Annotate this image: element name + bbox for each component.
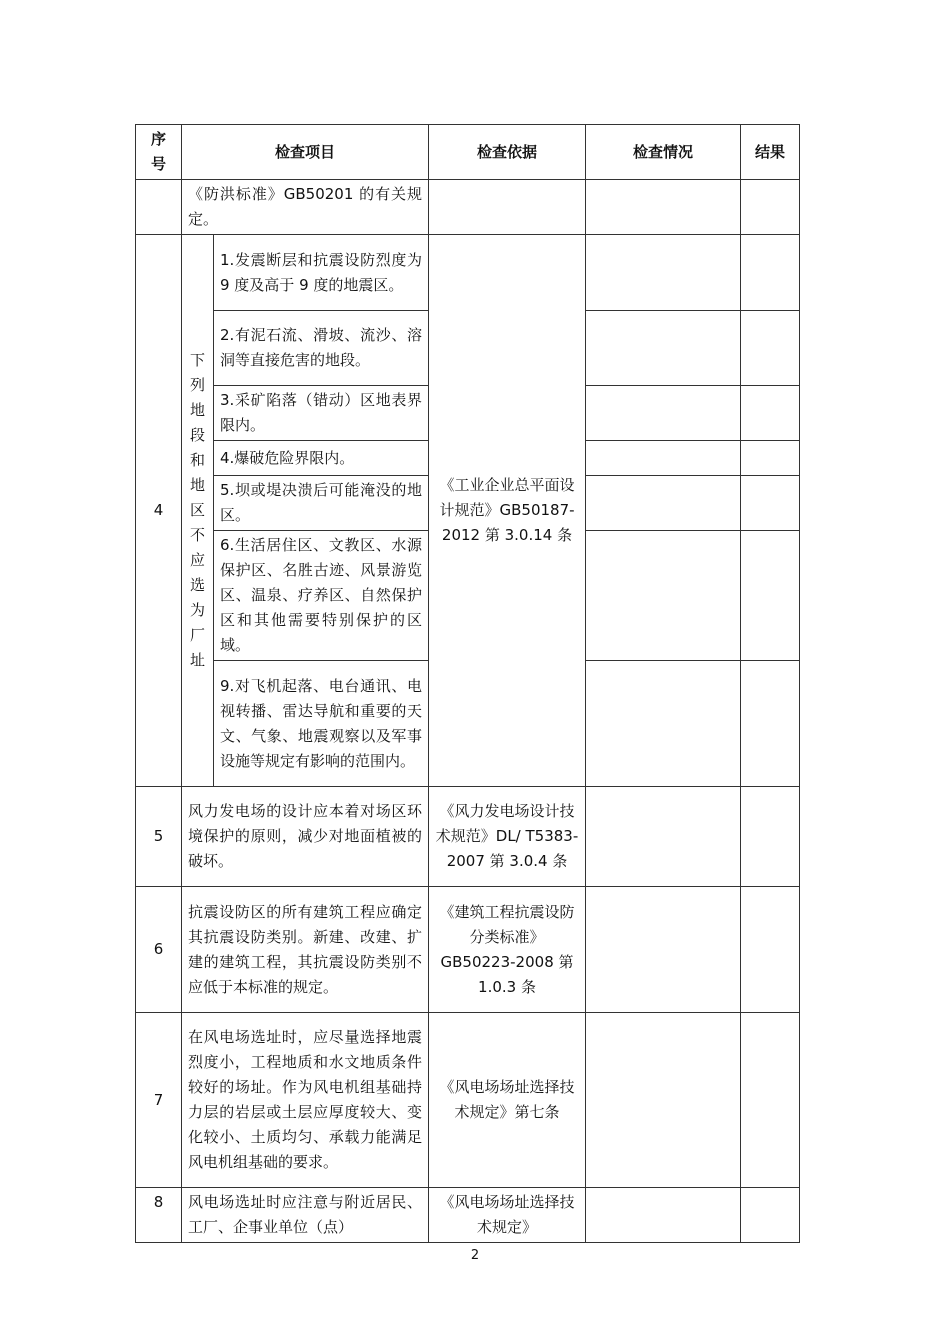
status-cell: [586, 235, 741, 311]
basis-cell: 《风力发电场设计技术规范》DL/ T5383-2007 第 3.0.4 条: [429, 787, 586, 887]
item-cell: 抗震设防区的所有建筑工程应确定其抗震设防类别。新建、改建、扩建的建筑工程，其抗震设防类别不应低于本标准的规定。: [182, 887, 429, 1013]
status-cell: [586, 661, 741, 787]
status-cell: [586, 386, 741, 441]
result-cell: [741, 180, 800, 235]
seq-cell: 4: [136, 235, 182, 787]
item-cell: 风电场选址时应注意与附近居民、工厂、企事业单位（点）: [182, 1188, 429, 1243]
result-cell: [741, 311, 800, 386]
header-row: [136, 125, 800, 180]
table-row: [136, 180, 800, 235]
status-cell: [586, 441, 741, 476]
sub-item-cell: 4.爆破危险界限内。: [214, 441, 429, 476]
group-cell: 下列地段和地区不应选为厂址: [182, 235, 214, 787]
page-number: 2: [470, 1248, 480, 1263]
seq-cell: 6: [136, 887, 182, 1013]
sub-item-cell: 9.对飞机起落、电台通讯、电视转播、雷达导航和重要的天文、气象、地震观察以及军事设施等规定有影响的范围内。: [214, 661, 429, 787]
sub-item-cell: 5.坝或堤决溃后可能淹没的地区。: [214, 476, 429, 531]
item-cell: 风力发电场的设计应本着对场区环境保护的原则，减少对地面植被的破坏。: [182, 787, 429, 887]
result-cell: [741, 887, 800, 1013]
seq-cell: [136, 180, 182, 235]
sub-item-cell: 1.发震断层和抗震设防烈度为 9 度及高于 9 度的地震区。: [214, 235, 429, 311]
status-cell: [586, 787, 741, 887]
inspection-table: [135, 124, 800, 1243]
header-basis: 检查依据: [429, 125, 586, 180]
basis-cell: [429, 180, 586, 235]
sub-item-cell: 6.生活居住区、文教区、水源保护区、名胜古迹、风景游览区、温泉、疗养区、自然保护区和其他需要特别保护的区域。: [214, 531, 429, 661]
status-cell: [586, 531, 741, 661]
result-cell: [741, 787, 800, 887]
status-cell: [586, 476, 741, 531]
header-status: 检查情况: [586, 125, 741, 180]
sub-item-cell: 3.采矿陷落（错动）区地表界限内。: [214, 386, 429, 441]
result-cell: [741, 1188, 800, 1243]
header-result: 结果: [741, 125, 800, 180]
header-seq: 序号: [136, 125, 182, 180]
table-row: [136, 1013, 800, 1188]
result-cell: [741, 661, 800, 787]
result-cell: [741, 476, 800, 531]
item-cell: 《防洪标准》GB50201 的有关规定。: [182, 180, 429, 235]
result-cell: [741, 531, 800, 661]
seq-cell: 7: [136, 1013, 182, 1188]
status-cell: [586, 1013, 741, 1188]
table-row: [136, 887, 800, 1013]
result-cell: [741, 235, 800, 311]
table-row: [136, 787, 800, 887]
seq-cell: 5: [136, 787, 182, 887]
table-row: [136, 235, 800, 311]
basis-cell: 《建筑工程抗震设防分类标准》GB50223-2008 第 1.0.3 条: [429, 887, 586, 1013]
status-cell: [586, 311, 741, 386]
status-cell: [586, 887, 741, 1013]
result-cell: [741, 1013, 800, 1188]
sub-item-cell: 2.有泥石流、滑坡、流沙、溶洞等直接危害的地段。: [214, 311, 429, 386]
seq-cell: 8: [136, 1188, 182, 1243]
basis-cell: 《风电场场址选择技术规定》: [429, 1188, 586, 1243]
header-item: 检查项目: [182, 125, 429, 180]
result-cell: [741, 441, 800, 476]
status-cell: [586, 1188, 741, 1243]
result-cell: [741, 386, 800, 441]
table-row: [136, 1188, 800, 1243]
basis-cell: 《风电场场址选择技术规定》第七条: [429, 1013, 586, 1188]
item-cell: 在风电场选址时，应尽量选择地震烈度小，工程地质和水文地质条件较好的场址。作为风电机组基础持力层的岩层或土层应厚度较大、变化较小、土质均匀、承载力能满足风电机组基础的要求。: [182, 1013, 429, 1188]
basis-cell: 《工业企业总平面设计规范》GB50187-2012 第 3.0.14 条: [429, 235, 586, 787]
status-cell: [586, 180, 741, 235]
